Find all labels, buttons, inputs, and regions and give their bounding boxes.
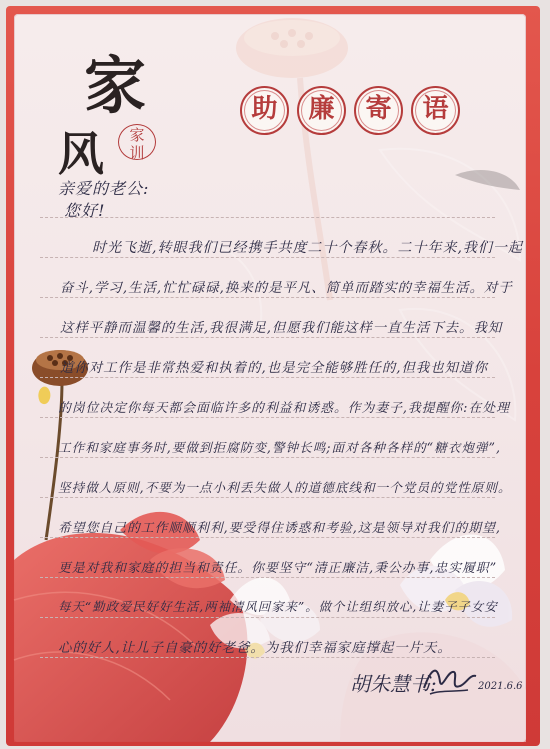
ruled-line bbox=[40, 297, 495, 298]
letter-line-10: 每天“勤政爱民好好生活,两袖清风回家来”。做个让组织放心,让妻子子女安 bbox=[58, 599, 498, 614]
letter-line-2: 奋斗,学习,生活,忙忙碌碌,换来的是平凡、简单而踏实的幸福生活。对于 bbox=[60, 281, 513, 296]
title-char-jia: 家 bbox=[84, 49, 147, 122]
ruled-line bbox=[40, 617, 495, 618]
letter-line-9: 更是对我和家庭的担当和责任。你要坚守“清正廉洁,秉公办事,忠实履职” bbox=[58, 561, 498, 576]
ruled-line bbox=[40, 457, 495, 458]
letter-date: 2021.6.6 bbox=[478, 681, 523, 692]
handwritten-signature bbox=[420, 660, 480, 700]
letter-line-7: 坚持做人原则,不要为一点小利丢失做人的道德底线和一个党员的党性原则。 bbox=[58, 480, 512, 495]
greeting: 亲爱的老公: bbox=[58, 179, 150, 198]
ruled-line bbox=[40, 377, 495, 378]
seal-char-2: 训 bbox=[129, 144, 145, 162]
ruled-line bbox=[40, 497, 495, 498]
badge-lian: 廉 bbox=[297, 86, 346, 135]
letter-line-8: 希望您自己的工作顺顺利利,要受得住诱惑和考验,这是领导对我们的期望, bbox=[58, 521, 501, 536]
letter-line-5: 的岗位决定你每天都会面临许多的利益和诱惑。作为妻子,我提醒你:在处理 bbox=[58, 401, 510, 416]
ruled-line bbox=[40, 577, 495, 578]
ruled-line bbox=[40, 217, 495, 218]
letter-line-6: 工作和家庭事务时,要做到拒腐防变,警钟长鸣;面对各种各样的“糖衣炮弹”, bbox=[58, 440, 501, 455]
letter-line-4: 道你对工作是非常热爱和执着的,也是完全能够胜任的,但我也知道你 bbox=[60, 361, 488, 376]
letter-line-11: 心的好人,让儿子自豪的好老爸。为我们幸福家庭撑起一片天。 bbox=[58, 641, 452, 656]
signoff: 胡朱慧书: bbox=[350, 672, 437, 696]
ruled-line bbox=[40, 337, 495, 338]
family-seal-stamp bbox=[118, 124, 156, 160]
badge-ji: 寄 bbox=[354, 86, 403, 135]
letter-line-1: 时光飞逝,转眼我们已经携手共度二十个春秋。二十年来,我们一起 bbox=[92, 240, 523, 256]
badge-yu: 语 bbox=[411, 86, 460, 135]
title-char-feng: 风 bbox=[58, 127, 104, 181]
ruled-line bbox=[40, 257, 495, 258]
ruled-line bbox=[40, 657, 495, 658]
ruled-line bbox=[40, 417, 495, 418]
salutation: 您好! bbox=[64, 201, 106, 220]
badge-zhu: 助 bbox=[240, 86, 289, 135]
title-badges bbox=[240, 86, 460, 135]
letter-line-3: 这样平静而温馨的生活,我很满足,但愿我们能这样一直生活下去。我知 bbox=[60, 321, 503, 336]
seal-char-1: 家 bbox=[129, 126, 145, 144]
ruled-line bbox=[40, 537, 495, 538]
